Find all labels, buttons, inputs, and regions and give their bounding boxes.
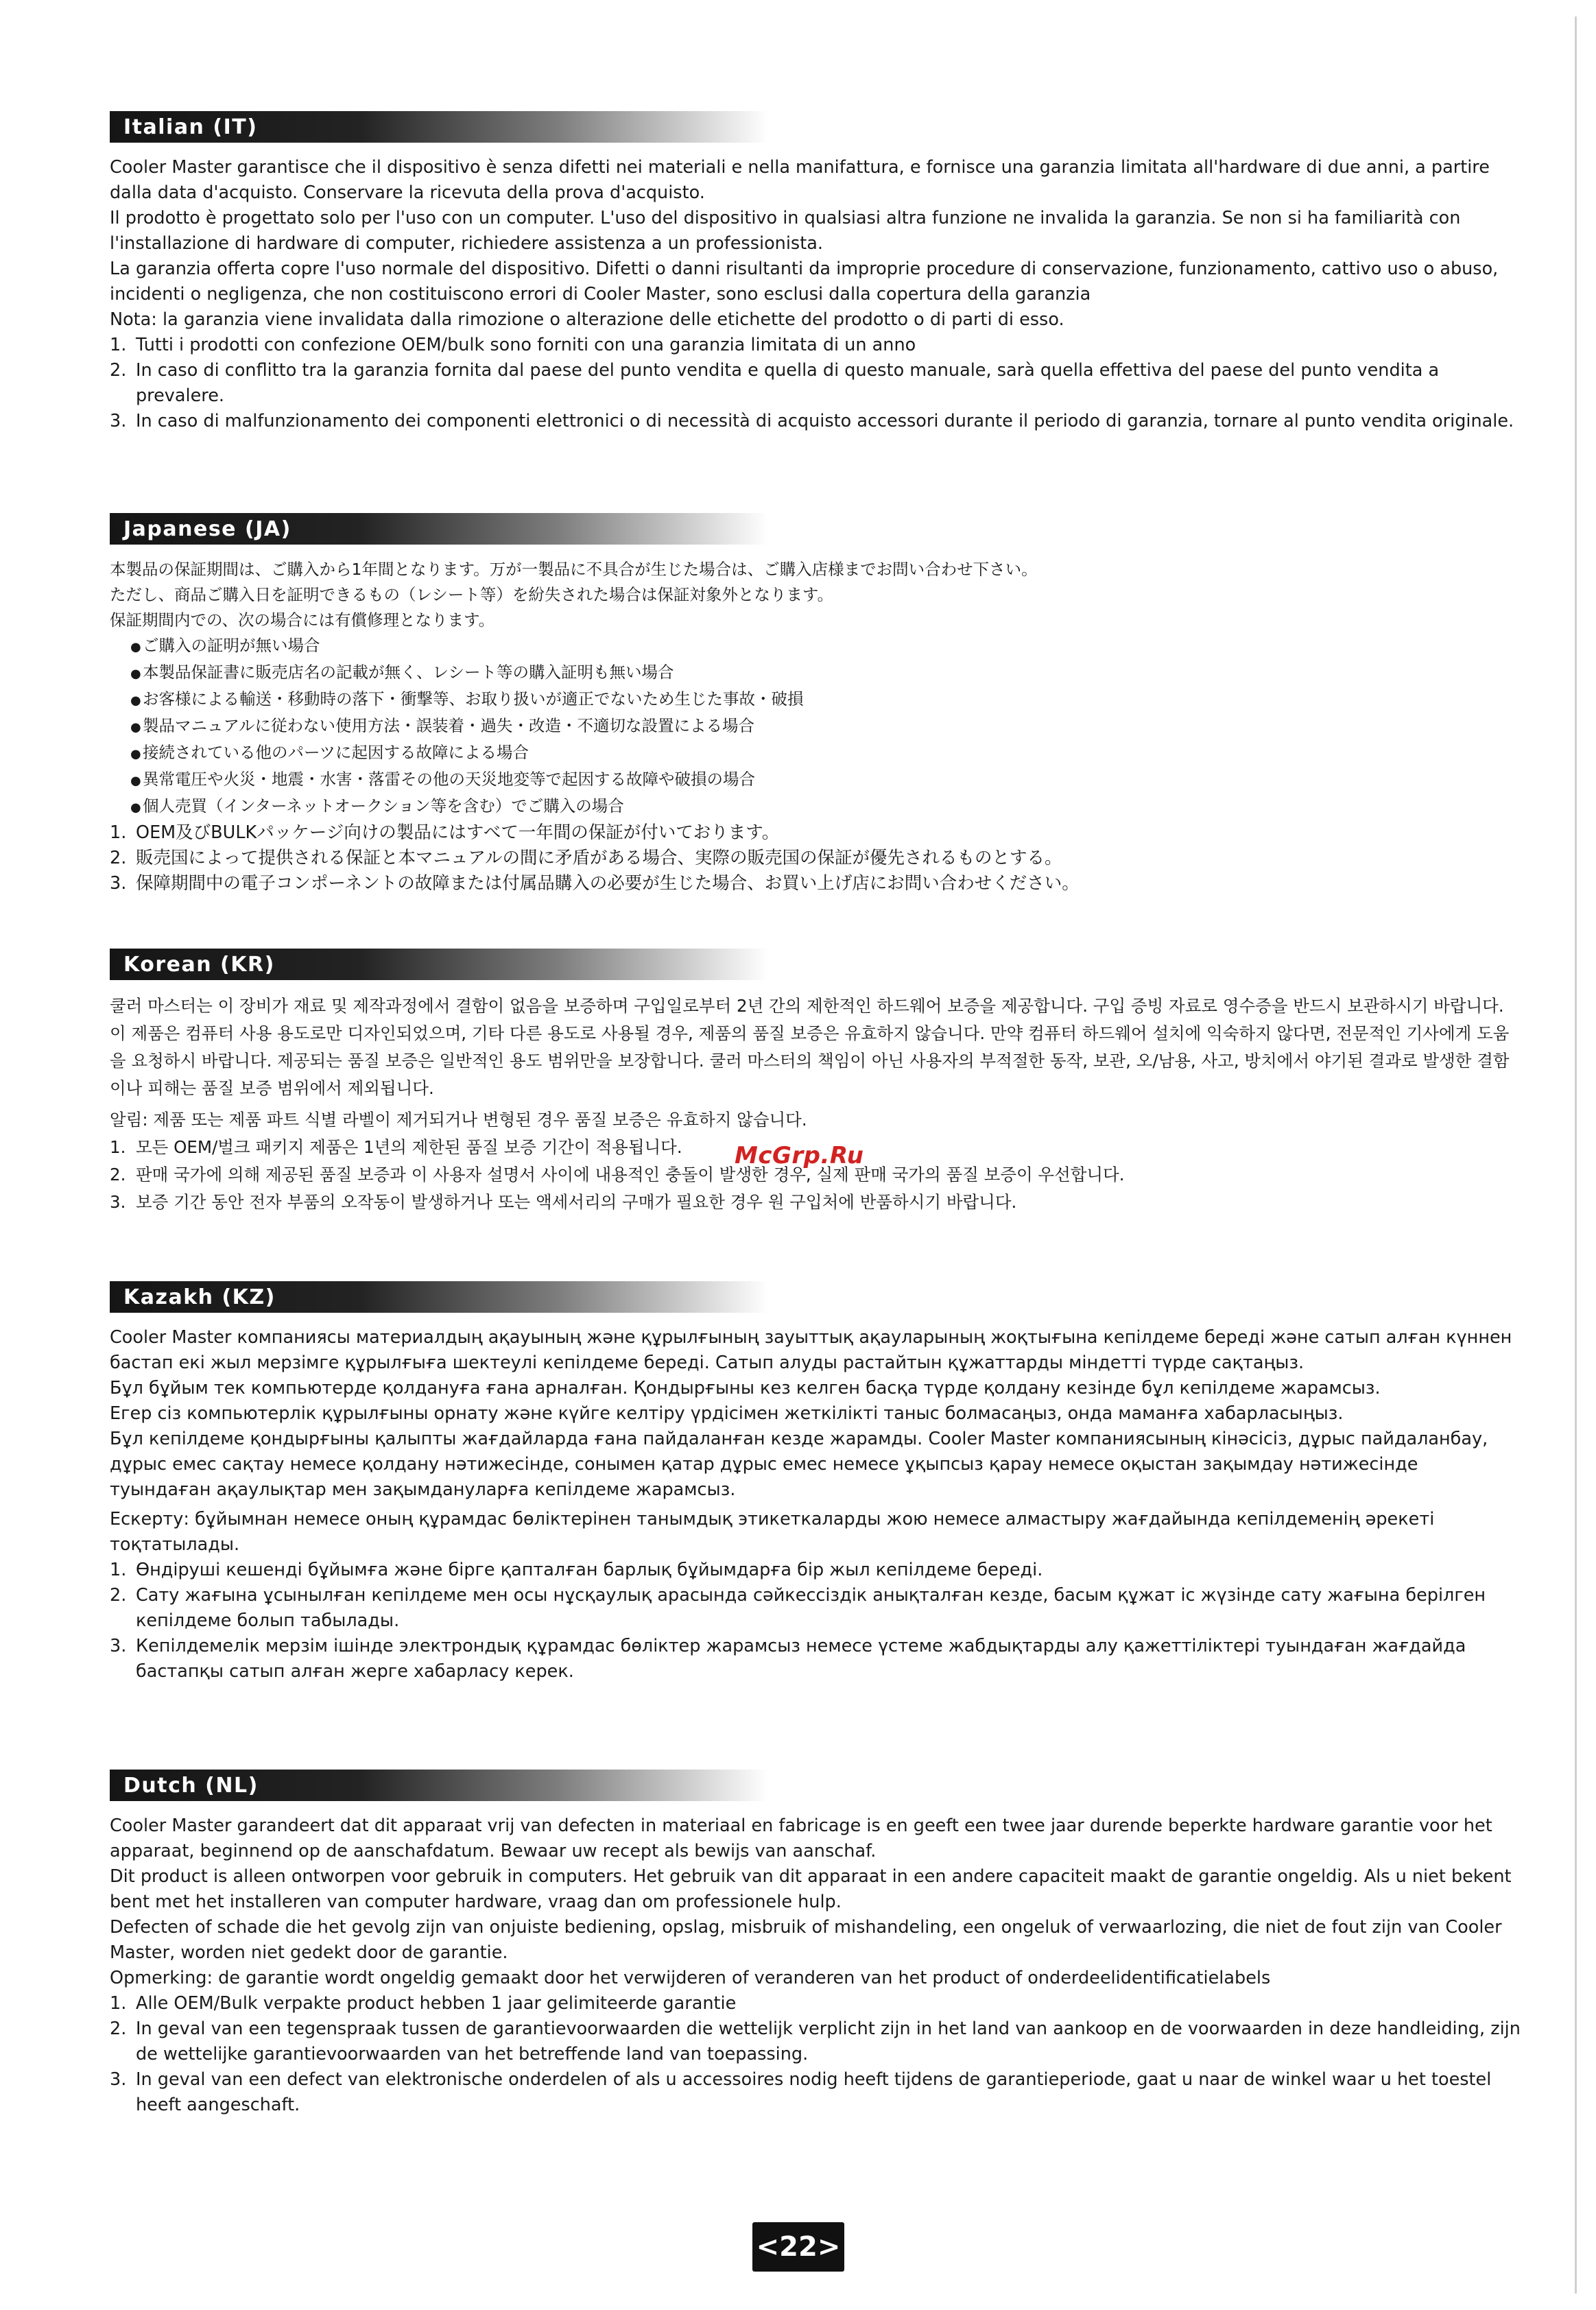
note: Opmerking: de garantie wordt ongeldig gemaakt door het verwijderen of veranderen van het product of onderdeelidentificatielabels <box>110 1968 1271 1988</box>
list-item: 1. Tutti i prodotti con confezione OEM/bulk sono forniti con una garanzia limitata di un anno <box>110 335 916 355</box>
list-item: ●異常電圧や火災・地震・水害・落雷その他の天災地変等で起因する故障や破損の場合 <box>130 770 755 789</box>
watermark: McGrp.Ru <box>735 1142 864 1169</box>
paragraph: Бұл кепілдеме қондырғыны қалыпты жағдайларда ғана пайдаланған кезде жарамды. Cooler Master компаниясының кінәсісіз, дұрыс пайдаланбау, дұрыс емес сақтау немесе қолдану нәтижесінде, сонымен қатар дұрыс емес немесе ұқыпсыз қарау немесе оқыстан зақымдау нәтижесінде туындаған ақаулықтар мен зақымдануларға кепілдеме жарамсыз. <box>110 1429 1488 1500</box>
section-japanese <box>110 513 1523 896</box>
section-kazakh <box>110 1281 1523 1684</box>
numbered-list <box>110 333 1523 434</box>
section-header <box>110 1281 768 1313</box>
list-item: 1. OEM及びBULKパッケージ向けの製品にはすべて一年間の保証が付いております。 <box>110 822 780 843</box>
paragraph: ただし、商品ご購入日を証明できるもの（レシート等）を紛失された場合は保証対象外となります。 <box>110 585 834 604</box>
note: Ескерту: бұйымнан немесе оның құрамдас бөліктерінен танымдық этикеткаларды жою немесе алмастыру жағдайында кепілдеменің әрекеті тоқтатылады. <box>110 1509 1435 1555</box>
list-item: 2. 販売国によって提供される保証と本マニュアルの間に矛盾がある場合、実際の販売国の保証が優先されるものとする。 <box>110 848 1062 868</box>
section-title: Dutch (NL) <box>123 1773 259 1798</box>
note: Nota: la garanzia viene invalidata dalla rimozione o alterazione delle etichette del prodotto o di parti di esso. <box>110 309 1064 330</box>
paragraph: Cooler Master garandeert dat dit apparaat vrij van defecten in materiaal en fabricage is en geeft een twee jaar durende beperkte hardware garantie voor het apparaat, beginnend op de aanschafdatum. Bewaar uw recept als bewijs van aanschaf. <box>110 1815 1492 1861</box>
list-item: ●本製品保証書に販売店名の記載が無く、レシート等の購入証明も無い場合 <box>130 663 674 682</box>
paragraph: Cooler Master garantisce che il dispositivo è senza difetti nei materiali e nella manifattura, e fornisce una garanzia limitata all'hardware di due anni, a partire dalla data d'acquisto. Conservare la ricevuta della prova d'acquisto. <box>110 157 1490 203</box>
list-item: 1. Өндіруші кешенді бұйымға және бірге қапталған барлық бұйымдарға бір жыл кепілдеме береді. <box>110 1560 1043 1580</box>
list-item: ●ご購入の証明が無い場合 <box>130 636 320 655</box>
list-item: 2. In caso di conflitto tra la garanzia fornita dal paese del punto vendita e quella di questo manuale, sarà quella effettiva del paese del punto vendita a prevalere. <box>110 360 1440 406</box>
numbered-list <box>110 1558 1523 1684</box>
paragraph: Бұл бұйым тек компьютерде қолдануға ғана арналған. Қондырғыны кез келген басқа түрде қолдану кезінде бұл кепілдеме жарамсыз. <box>110 1378 1381 1398</box>
page-number: <22> <box>752 2222 844 2272</box>
list-item: ●個人売買（インターネットオークション等を含む）でご購入の場合 <box>130 796 624 815</box>
numbered-list <box>110 820 1523 896</box>
paragraph: 本製品の保証期間は、ご購入から1年間となります。万が一製品に不具合が生じた場合は、ご購入店様までお問い合わせ下さい。 <box>110 560 1038 579</box>
list-item: 2. 판매 국가에 의해 제공된 품질 보증과 이 사용자 설명서 사이에 내용적인 충돌이 발생한 경우, 실제 판매 국가의 품질 보증이 우선합니다. <box>110 1165 1125 1184</box>
list-item: ●製品マニュアルに従わない使用方法・誤装着・過失・改造・不適切な設置による場合 <box>130 716 755 735</box>
list-item: 2. In geval van een tegenspraak tussen de garantievoorwaarden die wettelijk verplicht zijn in het land van aankoop en de voorwaarden in deze handleiding, zijn de wettelijke garantievoorwaarden van het betreffende land van toepassing. <box>110 2019 1521 2064</box>
section-title: Japanese (JA) <box>123 516 291 541</box>
section-korean <box>110 949 1523 1216</box>
bullet-list <box>110 633 1523 820</box>
section-title: Italian (IT) <box>123 115 258 139</box>
paragraph: Егер сіз компьютерлік құрылғыны орнату және күйге келтіру үрдісімен жеткілікті таныс болмасаңыз, онда маманға хабарласыңыз. <box>110 1403 1344 1424</box>
section-dutch <box>110 1770 1523 2118</box>
section-title: Korean (KR) <box>123 952 275 977</box>
list-item: 2. Сату жағына ұсынылған кепілдеме мен осы нұсқаулық арасында сәйкессіздік анықталған кезде, басым құжат іс жүзінде сату жағына берілген кепілдеме болып табылады. <box>110 1585 1486 1631</box>
page-edge <box>1575 16 1577 2294</box>
section-header <box>110 513 768 545</box>
list-item: 1. 모든 OEM/벌크 패키지 제품은 1년의 제한된 품질 보증 기간이 적용됩니다. <box>110 1137 682 1157</box>
section-header <box>110 111 768 143</box>
note: 알림: 제품 또는 제품 파트 식별 라벨이 제거되거나 변형된 경우 품질 보증은 유효하지 않습니다. <box>110 1110 807 1130</box>
list-item: 3. 保障期間中の電子コンポーネントの故障または付属品購入の必要が生じた場合、お買い上げ店にお問い合わせください。 <box>110 873 1080 894</box>
numbered-list <box>110 1991 1523 2118</box>
list-item: ●接続されている他のパーツに起因する故障による場合 <box>130 743 529 762</box>
list-item: 3. In geval van een defect van elektronische onderdelen of als u accessoires nodig heeft tijdens de garantieperiode, gaat u naar de winkel waar u het toestel heeft aangeschaft. <box>110 2069 1492 2115</box>
paragraph: Cooler Master компаниясы материалдың ақауының және құрылғының зауыттық ақауларының жоқтығына кепілдеме береді және сатып алған күннен бастап екі жыл мерзімге құрылғыға шектеулі кепілдеме береді. Сатып алуды растайтын құжаттарды міндетті түрде сақтаңыз. <box>110 1327 1512 1373</box>
list-item: 3. 보증 기간 동안 전자 부품의 오작동이 발생하거나 또는 액세서리의 구매가 필요한 경우 원 구입처에 반품하시기 바랍니다. <box>110 1192 1017 1212</box>
paragraph: 保証期間内での、次の場合には有償修理となります。 <box>110 610 495 630</box>
paragraph: Defecten of schade die het gevolg zijn van onjuiste bediening, opslag, misbruik of mishandeling, een ongeluk of verwaarlozing, die niet de fout zijn van Cooler Master, worden niet gedekt door de garantie. <box>110 1917 1502 1963</box>
list-item: ●お客様による輸送・移動時の落下・衝撃等、お取り扱いが適正でないため生じた事故・破損 <box>130 689 804 709</box>
section-italian <box>110 111 1523 434</box>
section-header <box>110 1770 768 1801</box>
list-item: 3. Кепілдемелік мерзім ішінде электрондық құрамдас бөліктер жарамсыз немесе үстеме жабдықтарды алу қажеттіліктері туындаған жағдайда бастапқы сатып алған жерге хабарласу керек. <box>110 1636 1466 1682</box>
section-title: Kazakh (KZ) <box>123 1285 276 1309</box>
list-item: 3. In caso di malfunzionamento dei componenti elettronici o di necessità di acquisto accessori durante il periodo di garanzia, tornare al punto vendita originale. <box>110 411 1514 431</box>
section-header <box>110 949 768 980</box>
paragraph: 쿨러 마스터는 이 장비가 재료 및 제작과정에서 결함이 없음을 보증하며 구입일로부터 2년 간의 제한적인 하드웨어 보증을 제공합니다. 구입 증빙 자료로 영수증을 반드시 보관하시기 바랍니다. 이 제품은 컴퓨터 사용 용도로만 디자인되었으며, 기타 다른 용도로 사용될 경우, 제품의 품질 보증은 유효하지 않습니다. 만약 컴퓨터 하드웨어 설치에 익숙하지 않다면, 전문적인 기사에게 도움을 요청하시 바랍니다. 제공되는 품질 보증은 일반적인 용도 범위만을 보장합니다. 쿨러 마스터의 책임이 아닌 사용자의 부적절한 동작, 보관, 오/남용, 사고, 방치에서 야기된 결과로 발생한 결함이나 피해는 품질 보증 범위에서 제외됩니다. <box>110 996 1510 1098</box>
paragraph: Il prodotto è progettato solo per l'uso con un computer. L'uso del dispositivo in qualsiasi altra funzione ne invalida la garanzia. Se non si ha familiarità con l'installazione di hardware di computer, richiedere assistenza a un professionista. <box>110 208 1461 254</box>
paragraph: Dit product is alleen ontworpen voor gebruik in computers. Het gebruik van dit apparaat in een andere capaciteit maakt de garantie ongeldig. Als u niet bekent bent met het installeren van computer hardware, vraag dan om professionele hulp. <box>110 1866 1512 1912</box>
paragraph: La garanzia offerta copre l'uso normale del dispositivo. Difetti o danni risultanti da improprie procedure di conservazione, funzionamento, cattivo uso o abuso, incidenti o negligenza, che non costituiscono errori di Cooler Master, sono esclusi dalla copertura della garanzia <box>110 259 1499 305</box>
list-item: 1. Alle OEM/Bulk verpakte product hebben 1 jaar gelimiteerde garantie <box>110 1993 737 2014</box>
